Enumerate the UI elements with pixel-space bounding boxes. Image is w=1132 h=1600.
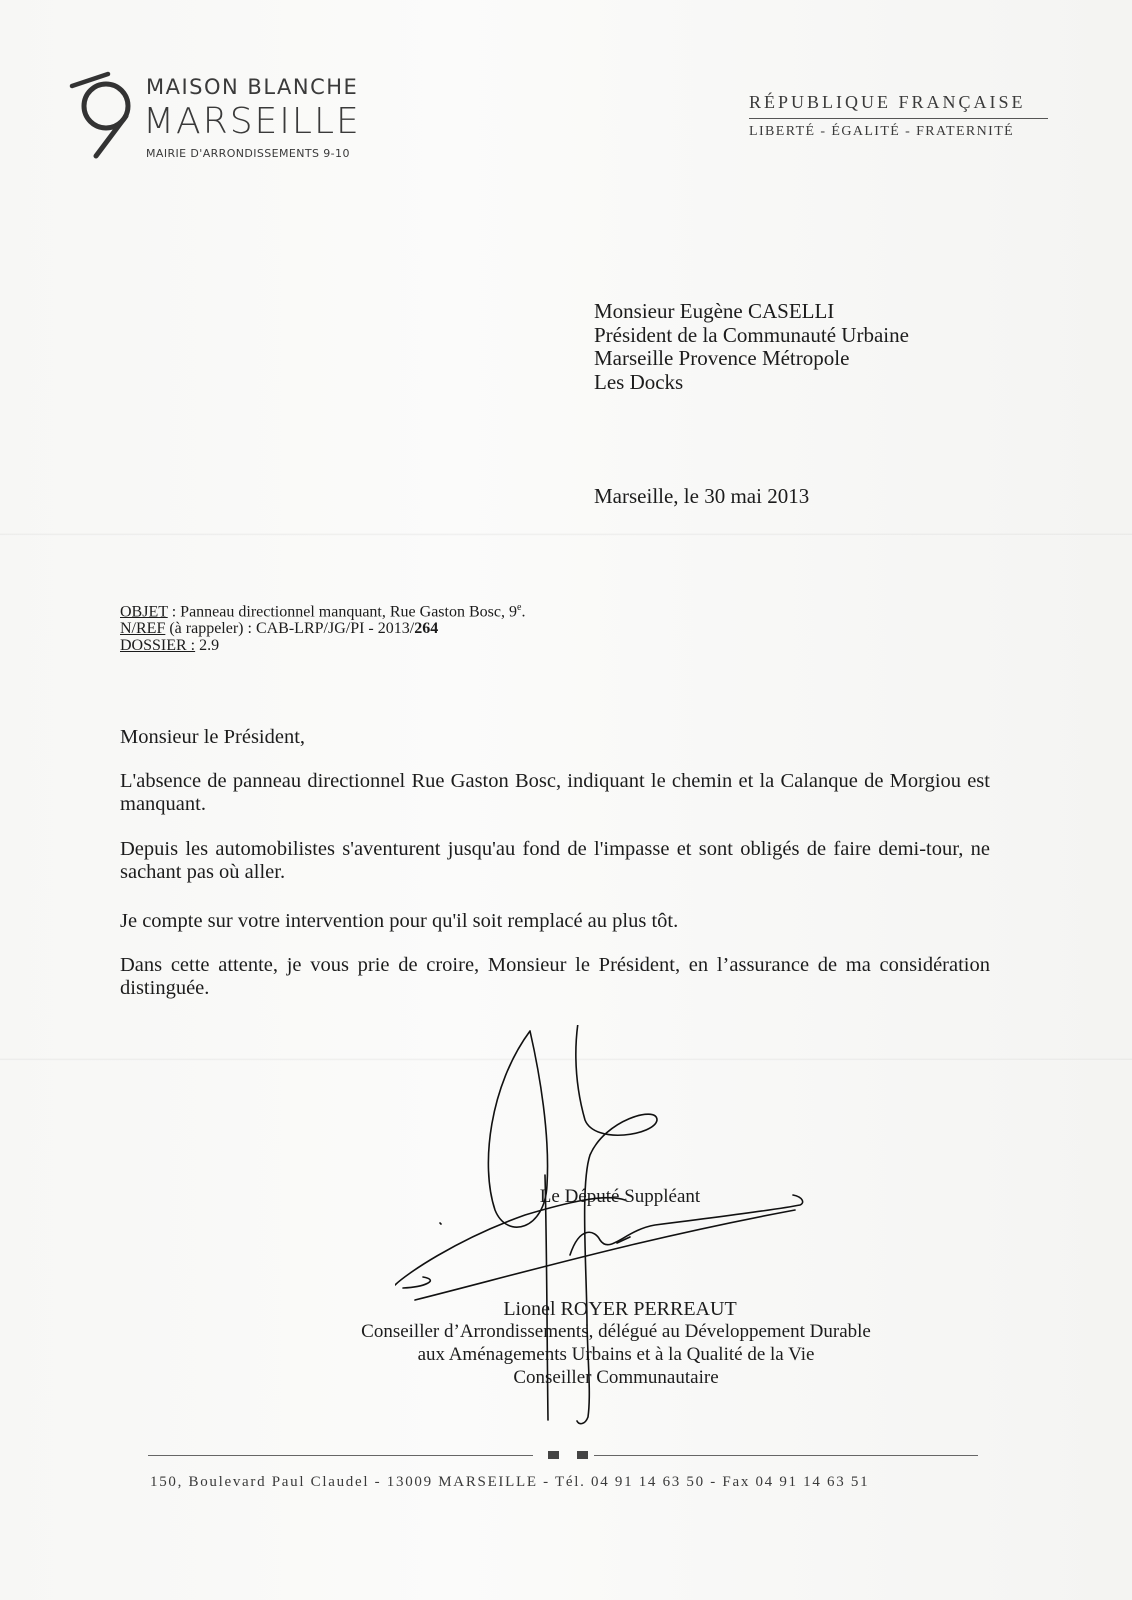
nref-line	[120, 620, 525, 637]
republic-motto: LIBERTÉ - ÉGALITÉ - FRATERNITÉ	[749, 124, 1015, 139]
republic-title: RÉPUBLIQUE FRANÇAISE	[749, 92, 1026, 112]
nref-number: 264	[414, 620, 439, 638]
footer-divider	[594, 1455, 978, 1456]
body-paragraph: Je compte sur votre intervention pour qu'il soit remplacé au plus tôt.	[120, 910, 679, 932]
objet-line	[120, 599, 525, 620]
recipient-line: Les Docks	[594, 369, 684, 394]
body-paragraph: Depuis les automobilistes s'aventurent jusqu'au fond de l'impasse et sont obligés de faire demi-tour, ne sachant pas où aller.	[120, 838, 990, 883]
paper-fold-line	[0, 1058, 1132, 1061]
objet-label: OBJET	[120, 603, 168, 621]
mairie-logo-icon	[68, 64, 138, 164]
paper-fold-line	[0, 533, 1132, 536]
dossier-text: 2.9	[195, 637, 220, 655]
objet-superscript: e	[516, 602, 522, 613]
republic-divider	[749, 118, 1048, 119]
footer-divider	[148, 1455, 533, 1456]
signatory-title: Conseiller d’Arrondissements, délégué au Développement Durable	[361, 1321, 871, 1342]
signatory-role: Le Député Suppléant	[539, 1186, 701, 1207]
letter-date: Marseille, le 30 mai 2013	[594, 484, 810, 508]
logo-title-maison-blanche: MAISON BLANCHE	[146, 75, 359, 99]
salutation: Monsieur le Président,	[120, 726, 306, 748]
recipient-line: Président de la Communauté Urbaine	[594, 322, 909, 347]
objet-end: .	[521, 603, 526, 621]
footer-address: 150, Boulevard Paul Claudel - 13009 MARSEILLE - Tél. 04 91 14 63 50 - Fax 04 91 14 63 51	[150, 1474, 870, 1490]
nref-label: N/REF	[120, 620, 166, 638]
signatory-title: aux Aménagements Urbains et à la Qualité de la Vie	[417, 1344, 815, 1365]
body-paragraph: Dans cette attente, je vous prie de croire, Monsieur le Président, en l’assurance de ma considération distinguée.	[120, 954, 990, 999]
logo-title-marseille: MARSEILLE	[143, 101, 361, 142]
signatory-name: Lionel ROYER PERREAUT	[503, 1298, 737, 1320]
footer-ornament	[548, 1451, 559, 1459]
reference-block	[120, 599, 525, 654]
recipient-line: Monsieur Eugène CASELLI	[594, 299, 835, 323]
objet-text: : Panneau directionnel manquant, Rue Gaston Bosc, 9	[167, 603, 517, 621]
footer-ornament	[577, 1451, 588, 1459]
body-paragraph: L'absence de panneau directionnel Rue Gaston Bosc, indiquant le chemin et la Calanque de Morgiou est manquant.	[120, 770, 990, 815]
dossier-line	[120, 637, 525, 654]
recipient-address	[594, 300, 909, 394]
recipient-line: Marseille Provence Métropole	[594, 346, 850, 370]
logo-subtitle: MAIRIE D'ARRONDISSEMENTS 9-10	[146, 147, 350, 160]
nref-text: (à rappeler) : CAB-LRP/JG/PI - 2013/	[165, 620, 415, 638]
signatory-title: Conseiller Communautaire	[513, 1367, 719, 1388]
dossier-label: DOSSIER :	[120, 637, 196, 655]
